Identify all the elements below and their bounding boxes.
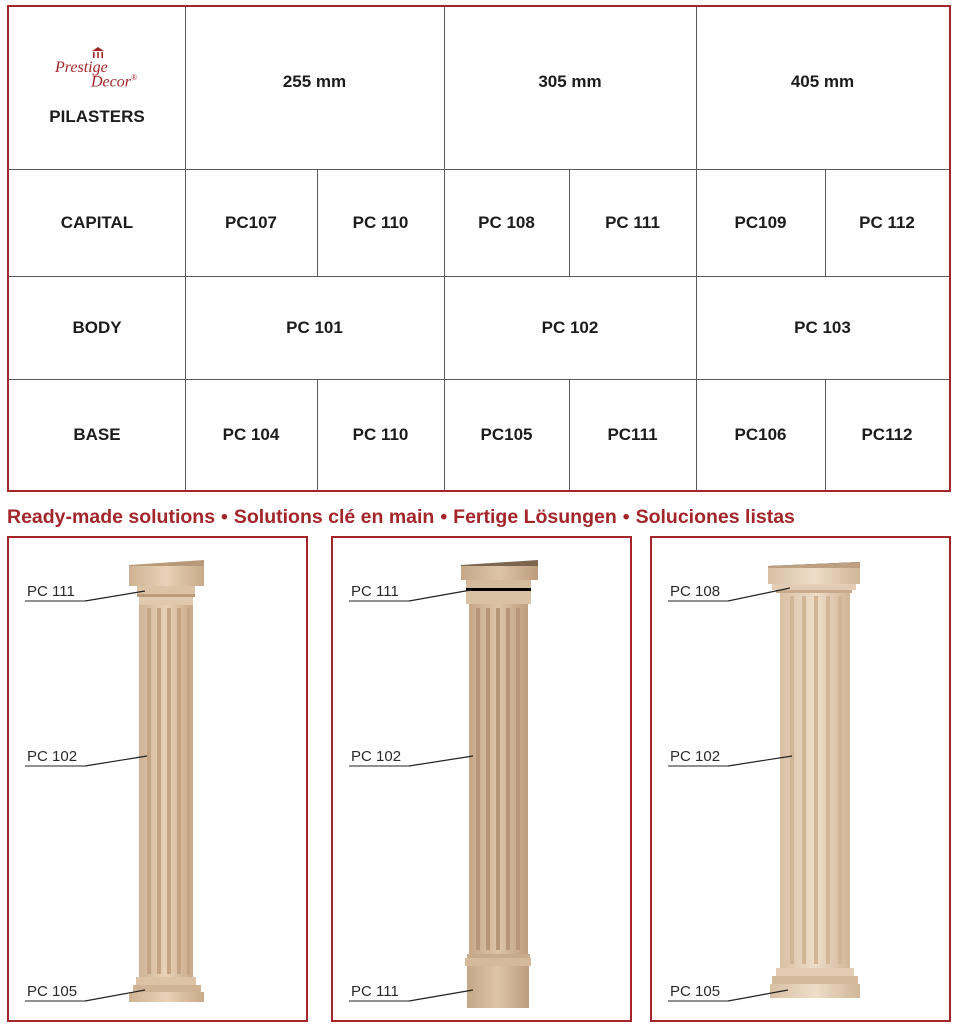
tagline-part: Ready-made solutions — [7, 506, 216, 528]
part-label-bottom: PC 105 — [670, 983, 721, 1000]
pilasters-table — [7, 5, 951, 492]
part-label-bottom: PC 111 — [351, 983, 399, 1000]
capital-cell: PC107 — [225, 212, 277, 232]
part-label-top: PC 108 — [670, 583, 721, 600]
capital-cell: PC 112 — [859, 212, 915, 232]
capital-cell: PC 110 — [352, 212, 409, 232]
body-cell: PC 101 — [286, 317, 343, 337]
pilasters-header: PILASTERS — [49, 107, 145, 126]
base-label: BASE — [73, 424, 121, 444]
solution-panel-1 — [7, 536, 308, 1022]
prestige-decor-logo — [53, 47, 143, 97]
tagline-part: Soluciones listas — [635, 506, 795, 528]
base-cell: PC112 — [861, 424, 913, 444]
body-cell: PC 103 — [794, 317, 851, 337]
part-label-middle: PC 102 — [670, 748, 721, 765]
part-label-bottom: PC 105 — [27, 983, 78, 1000]
capital-label: CAPITAL — [60, 212, 134, 232]
part-label-top: PC 111 — [351, 583, 399, 600]
body-cell: PC 102 — [541, 317, 599, 337]
base-cell: PC111 — [607, 424, 658, 444]
tagline-separator: • — [221, 506, 228, 528]
part-label-middle: PC 102 — [27, 748, 78, 765]
base-cell: PC 110 — [352, 424, 409, 444]
body-label: BODY — [72, 317, 122, 337]
part-label-middle: PC 102 — [351, 748, 402, 765]
tagline-separator: • — [440, 506, 448, 528]
logo-text-line1: Prestige — [55, 59, 108, 76]
capital-cell: PC 111 — [605, 212, 660, 232]
pilaster-illustration-1 — [9, 538, 306, 1020]
pilaster-illustration-2 — [333, 538, 630, 1020]
capital-cell: PC 108 — [478, 212, 535, 232]
tagline — [7, 506, 957, 529]
capital-cell: PC109 — [734, 212, 787, 232]
part-label-top: PC 111 — [27, 583, 75, 600]
tagline-separator: • — [622, 506, 630, 528]
size-255: 255 mm — [282, 72, 347, 91]
pilaster-illustration-3 — [652, 538, 949, 1020]
size-405: 405 mm — [790, 72, 855, 91]
tagline-part: Fertige Lösungen — [453, 506, 617, 528]
base-cell: PC105 — [480, 424, 533, 444]
tagline-part: Solutions clé en main — [233, 506, 435, 528]
base-cell: PC106 — [734, 424, 787, 444]
solution-panel-3 — [650, 536, 951, 1022]
size-305: 305 mm — [538, 72, 602, 91]
logo-text-line2: Decor® — [91, 73, 138, 91]
logo-temple-icon — [91, 47, 105, 59]
base-cell: PC 104 — [222, 424, 280, 444]
solution-panel-2 — [331, 536, 632, 1022]
